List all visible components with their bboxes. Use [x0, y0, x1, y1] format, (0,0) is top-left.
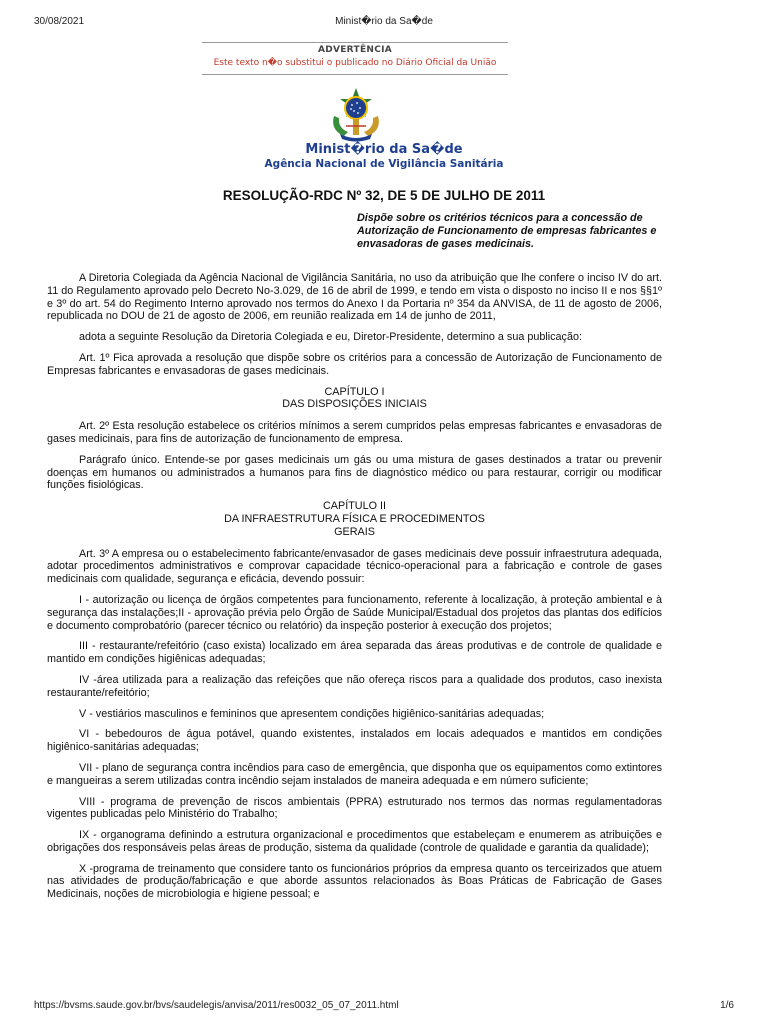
article-2-paragraph: Parágrafo único. Entende-se por gases medicinais um gás ou uma mistura de gases destinados a tratar ou prevenir doenças em humanos ou administrados a humanos para fins de diagnóstico médico ou para restaurar, corrigir ou modificar funções fisiológicas.	[47, 453, 662, 492]
preamble-paragraph: A Diretoria Colegiada da Agência Nacional de Vigilância Sanitária, no uso da atribuição que lhe confere o inciso IV do art. 11 do Regulamento aprovado pelo Decreto No-3.029, de 16 de abril de 1999, e tendo em vista o disposto no inciso II e nos §§1º e 3º do art. 54 do Regimento Interno aprovado nos termos do Anexo I da Portaria nº 354 da ANVISA, de 11 de agosto de 2006, republicada no DOU de 21 de agosto de 2006, em reunião realizada em 14 de junho de 2011,	[47, 272, 662, 323]
adoption-paragraph: adota a seguinte Resolução da Diretoria Colegiada e eu, Diretor-Presidente, determino a sua publicação:	[79, 331, 582, 344]
item-iii: III - restaurante/refeitório (caso exista) localizado em área separada das áreas produtivas e de controle de qualidade e mantido em condições higiênicas adequadas;	[47, 640, 662, 666]
item-viii: VIII - programa de prevenção de riscos ambientais (PPRA) estruturado nos termos das normas regulamentadoras vigentes publicadas pelo Ministério do Trabalho;	[47, 795, 662, 821]
chapter-2-title-line1: DA INFRAESTRUTURA FÍSICA E PROCEDIMENTOS	[224, 512, 485, 525]
advertencia-box	[202, 42, 508, 75]
ministry-name: Minist�rio da Sa�de	[305, 142, 463, 157]
print-url: https://bvsms.saude.gov.br/bvs/saudelegis/anvisa/2011/res0032_05_07_2011.html	[34, 1000, 399, 1011]
print-date: 30/08/2021	[34, 16, 85, 27]
item-x: X -programa de treinamento que considere tanto os funcionários próprios da empresa quanto os terceirizados que atuem nas atividades de produção/fabricação e que aborde assuntos relacionados às Boas Práticas de Fabricação de Gases Medicinais, noções de microbiologia e higiene pessoal; e	[47, 862, 662, 901]
article-3: Art. 3º A empresa ou o estabelecimento fabricante/envasador de gases medicinais deve possuir infraestrutura adequada, adotar procedimentos administrativos e comprovar capacidade técnico-operacional para a fabricação e controle de gases medicinais com qualidade, segurança e eficácia, devendo possuir:	[47, 547, 662, 586]
chapter-1-title: DAS DISPOSIÇÕES INICIAIS	[282, 398, 427, 411]
article-2: Art. 2º Esta resolução estabelece os critérios mínimos a serem cumpridos pelas empresas fabricantes e envasadoras de gases medicinais, para fins de autorização de funcionamento de empresa.	[47, 420, 662, 445]
advertencia-text: Este texto n�o substitui o publicado no Diário Oficial da União	[213, 58, 497, 68]
item-vi: VI - bebedouros de água potável, quando existentes, instalados em locais adequados e mantidos em condições higiênico-sanitárias adequadas;	[47, 728, 662, 754]
item-i-ii: I - autorização ou licença de órgãos competentes para funcionamento, referente à localização, à proteção ambiental e à segurança das instalações;II - aprovação prévia pelo Órgão de Saúde Municipal/Estadual dos projetos das plantas dos edifícios e documento comprobatório (parecer técnico ou relatório) da inspeção posterior à execução dos projetos;	[47, 593, 662, 632]
agency-name: Agência Nacional de Vigilância Sanitária	[264, 158, 504, 170]
item-iv: IV -área utilizada para a realização das refeições que não ofereça riscos para a qualidade dos produtos, caso inexista restaurante/refeitório;	[47, 673, 662, 699]
chapter-1-number: CAPÍTULO I	[324, 385, 385, 398]
print-header	[34, 16, 734, 30]
article-1: Art. 1º Fica aprovada a resolução que dispõe sobre os critérios para a concessão de Autorização de Funcionamento de Empresas fabricantes e envasadoras de gases medicinais.	[47, 351, 662, 377]
chapter-2-number: CAPÍTULO II	[323, 500, 386, 513]
chapter-2-title-line2: GERAIS	[334, 525, 375, 538]
chapter-1-heading	[47, 386, 662, 412]
item-vii: VII - plano de segurança contra incêndios para caso de emergência, que disponha que os equipamentos como extintores e mangueiras a serem utilizadas contra incêndio sejam instalados de maneira adequada e em número suficiente;	[47, 761, 662, 787]
chapter-2-heading	[47, 500, 662, 538]
ministry-heading	[0, 142, 768, 170]
print-footer	[34, 1000, 734, 1014]
resolution-title: RESOLUÇÃO-RDC Nº 32, DE 5 DE JULHO DE 2011	[222, 188, 546, 203]
item-ix: IX - organograma definindo a estrutura organizacional e procedimentos que estabeleçam e enumerem as atribuições e obrigações dos responsáveis pelas áreas de produção, sistema da qualidade (controle de qualidade e garantia da qualidade);	[47, 829, 662, 854]
resolution-ementa: Dispõe sobre os critérios técnicos para a concessão de Autorização de Funcionamento de empresas fabricantes e envasadoras de gases medicinais.	[357, 212, 657, 250]
advertencia-heading: ADVERTÊNCIA	[317, 45, 393, 55]
brazil-coat-of-arms-icon	[326, 86, 386, 144]
page-number: 1/6	[720, 1000, 734, 1011]
item-v: V - vestiários masculinos e femininos que apresentem condições higiênico-sanitárias adequadas;	[79, 707, 545, 720]
document-body	[47, 272, 662, 909]
print-title: Minist�rio da Sa�de	[335, 16, 433, 27]
